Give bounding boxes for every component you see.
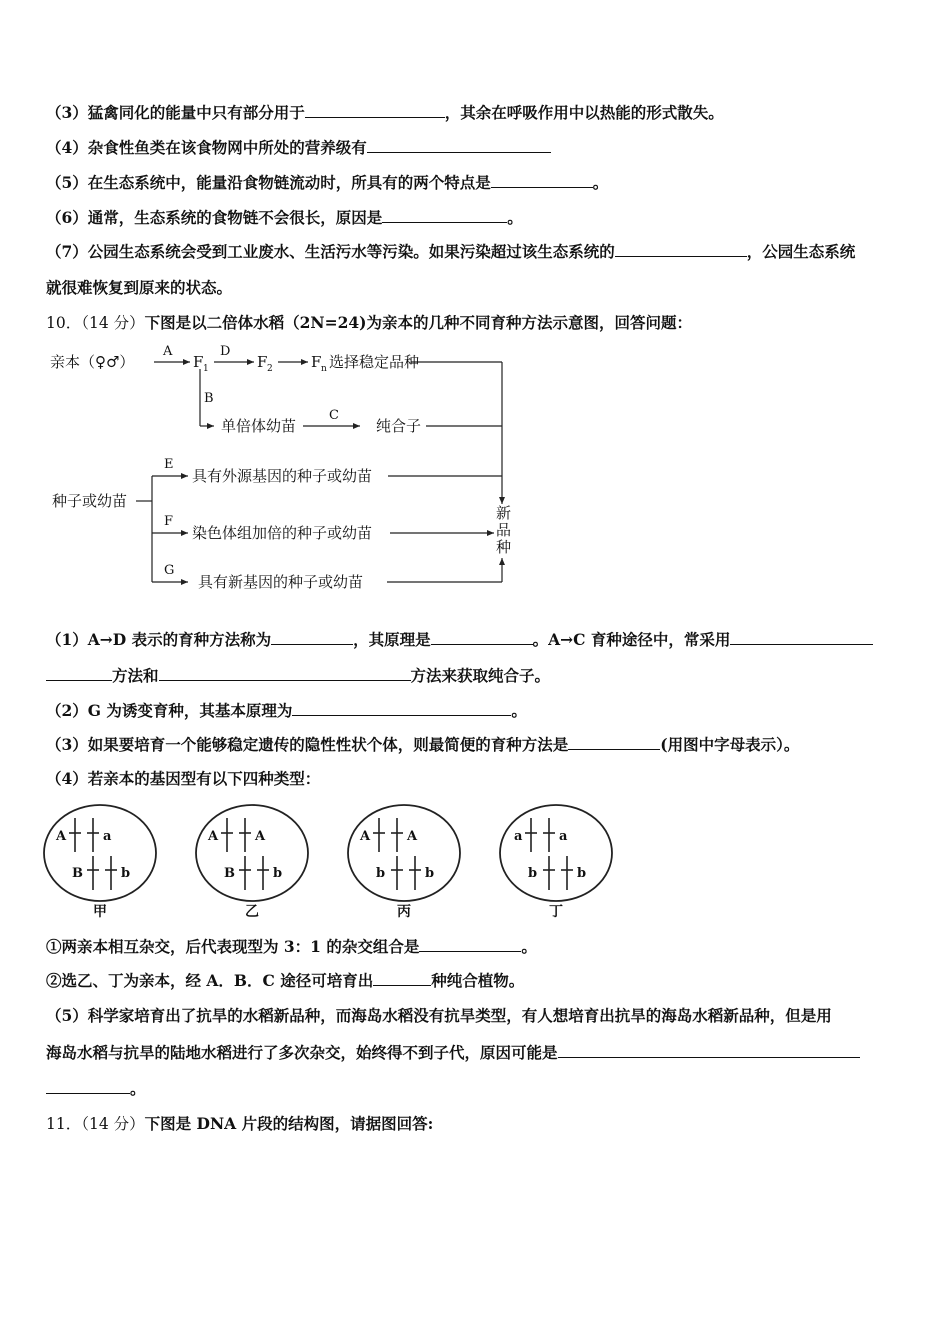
svg-text:2: 2 (267, 364, 273, 374)
diagram-e-text: 具有外源基因的种子或幼苗 (192, 467, 373, 485)
genotype-cells-figure (40, 798, 630, 922)
q10-item-5-end: 。 (46, 1077, 146, 1099)
diagram-label-g: G (164, 563, 175, 578)
diagram-g-text: 具有新基因的种子或幼苗 (198, 573, 364, 591)
diagram-label-f: F (164, 514, 174, 529)
answer-blank[interactable] (367, 138, 551, 153)
q10-item-5-cont: 海岛水稻与抗旱的陆地水稻进行了多次杂交，始终得不到子代，原因可能是 (46, 1041, 860, 1063)
q10-item-1: （1）A→D 表示的育种方法称为 ，其原理是 。A→C 育种途径中，常采用 (46, 628, 873, 650)
diagram-new-2: 品 (496, 521, 512, 539)
diagram-label-b: B (204, 391, 214, 406)
answer-blank[interactable] (46, 666, 112, 681)
diagram-label-c: C (329, 408, 339, 423)
answer-blank[interactable] (558, 1043, 860, 1058)
breeding-methods-diagram (40, 336, 520, 598)
cell-yi-allele-2: A (255, 829, 266, 844)
svg-text:n: n (321, 364, 327, 374)
answer-blank[interactable] (292, 701, 511, 716)
q10-item-3: （3）如果要培育一个能够稳定遗传的隐性性状个体，则最简便的育种方法是 (用图中字母表示）。 (46, 735, 800, 754)
answer-blank[interactable] (271, 630, 353, 645)
cell-bing-allele-2: A (407, 829, 418, 844)
cell-ding-allele-3: b (528, 866, 538, 881)
diagram-f2: F (257, 353, 268, 371)
cell-label-jia: 甲 (93, 904, 107, 920)
q11-heading: 11．（14 分）下图是 DNA 片段的结构图，请据图回答: (46, 1114, 434, 1133)
cell-jia-allele-2: a (103, 829, 112, 844)
cell-jia-allele-3: B (72, 866, 83, 881)
cell-label-yi: 乙 (245, 904, 259, 920)
diagram-fn: F (311, 353, 322, 371)
diagram-new-1: 新 (496, 504, 512, 522)
diagram-haploid: 单倍体幼苗 (221, 417, 297, 435)
answer-blank[interactable] (431, 630, 533, 645)
answer-blank[interactable] (46, 1079, 130, 1094)
answer-blank[interactable] (159, 666, 411, 681)
cell-label-ding: 丁 (549, 904, 563, 920)
diagram-label-d: D (220, 344, 231, 359)
cell-yi-allele-1: A (208, 829, 219, 844)
svg-text:1: 1 (203, 364, 209, 374)
answer-blank[interactable] (730, 630, 873, 645)
q10-item-4: （4）若亲本的基因型有以下四种类型： (46, 769, 321, 788)
diagram-f-text: 染色体组加倍的种子或幼苗 (192, 524, 373, 542)
q10-item-1-cont: 方法和 方法来获取纯合子。 (46, 664, 550, 686)
answer-blank[interactable] (615, 242, 747, 257)
cell-yi-allele-4: b (273, 866, 283, 881)
cell-ding-allele-4: b (577, 866, 587, 881)
q10-item-2: （2）G 为诱变育种，其基本原理为 。 (46, 701, 527, 720)
cell-jia-allele-4: b (121, 866, 131, 881)
cell-bing-allele-1: A (360, 829, 371, 844)
diagram-f1: F (193, 353, 204, 371)
q10-sub-2: ②选乙、丁为亲本，经 A．B．C 途径可培育出 种纯合植物。 (46, 971, 525, 990)
diagram-pure: 纯合子 (376, 417, 422, 435)
q9-item-4: （4）杂食性鱼类在该食物网中所处的营养级有 (46, 136, 551, 158)
cell-label-bing: 丙 (397, 904, 411, 920)
diagram-label-e: E (164, 457, 174, 472)
answer-blank[interactable] (491, 173, 593, 188)
q10-heading: 10．（14 分）下图是以二倍体水稻（2N=24)为亲本的几种不同育种方法示意图，回答问题： (46, 313, 692, 332)
q9-item-6: （6）通常，生态系统的食物链不会很长，原因是 。 (46, 208, 523, 227)
diagram-parent: 亲本（♀♂） (50, 353, 135, 371)
q10-item-5: （5）科学家培育出了抗旱的水稻新品种，而海岛水稻没有抗旱类型，有人想培育出抗旱的海岛水稻新品种，但是用 (46, 1006, 832, 1025)
cell-ding-allele-2: a (559, 829, 568, 844)
cell-bing-allele-4: b (425, 866, 435, 881)
cell-ding-allele-1: a (514, 829, 523, 844)
cell-yi-allele-3: B (224, 866, 235, 881)
q9-item-7: （7）公园生态系统会受到工业废水、生活污水等污染。如果污染超过该生态系统的 ，公园生态系统 (46, 242, 856, 261)
answer-blank[interactable] (382, 208, 507, 223)
cell-jia-allele-1: A (56, 829, 67, 844)
q9-item-7-cont: 就很难恢复到原来的状态。 (46, 278, 233, 297)
q10-sub-1: ①两亲本相互杂交，后代表现型为 3：1 的杂交组合是 。 (46, 937, 537, 956)
answer-blank[interactable] (305, 103, 445, 118)
answer-blank[interactable] (419, 937, 521, 952)
diagram-fn-text: 选择稳定品种 (329, 353, 420, 371)
q9-item-3: （3）猛禽同化的能量中只有部分用于 ，其余在呼吸作用中以热能的形式散失。 (46, 103, 724, 122)
diagram-new-3: 种 (496, 538, 512, 556)
diagram-label-a: A (163, 344, 173, 359)
answer-blank[interactable] (568, 735, 660, 750)
cell-bing-allele-3: b (376, 866, 386, 881)
q9-item-5: （5）在生态系统中，能量沿食物链流动时，所具有的两个特点是 。 (46, 173, 609, 192)
answer-blank[interactable] (373, 971, 431, 986)
diagram-seed: 种子或幼苗 (52, 492, 128, 510)
